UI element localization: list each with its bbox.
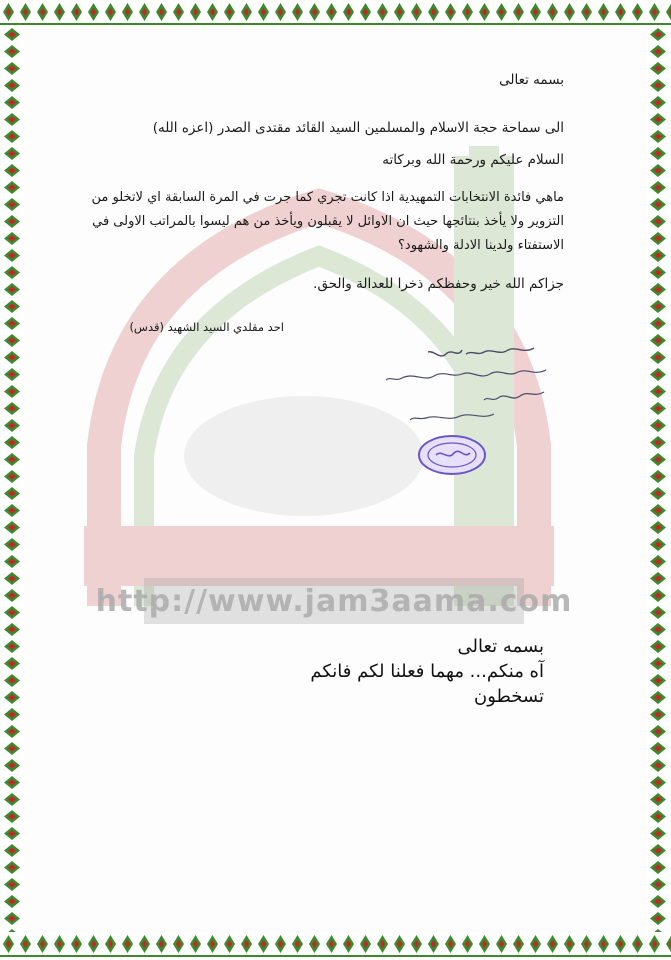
letter-greeting: السلام عليكم ورحمة الله وبركاته (382, 152, 564, 168)
transcription-line-1: بسمه تعالى (457, 636, 544, 657)
decorative-border-left (0, 26, 24, 932)
watermark-url: http://www.jam3aama.com (144, 578, 524, 624)
decorative-border-bottom (0, 932, 671, 960)
transcription-line-3: تسخطون (474, 686, 544, 707)
decorative-border-right (646, 26, 671, 932)
letter-addressee: الى سماحة حجة الاسلام والمسلمين السيد القائد مقتدى الصدر (اعزه الله) (152, 120, 564, 136)
seal-stamp-icon (416, 433, 488, 477)
letter-question: ماهي فائدة الانتخابات التمهيدية اذا كانت تجري كما جرت في المرة السابقة اي لاتخلو من التزوير ولا يأخذ بنتائجها حيث ان الاوائل لا يقبلون ويأخذ من هم ليسوا بالمراتب الاولى في الاستفتاء ولدينا الادلة والشهود؟ (91, 190, 564, 253)
decorative-border-top (0, 0, 671, 26)
letter-closing: جزاكم الله خير وحفظكم ذخرا للعدالة والحق. (313, 276, 564, 292)
letter-sender: احد مقلدي السيد الشهيد (قدس) (129, 320, 284, 334)
letter-opening: بسمه تعالى (499, 72, 564, 88)
document-sheet (24, 26, 646, 932)
transcription-line-2: آه منكم... مهما فعلنا لكم فانكم (310, 661, 544, 682)
